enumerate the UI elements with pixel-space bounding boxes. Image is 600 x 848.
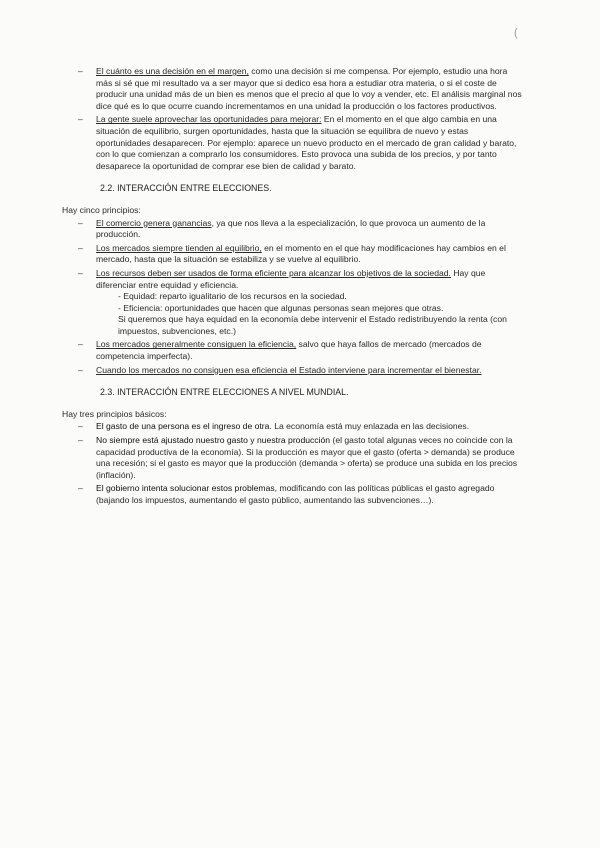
list-item-text [96, 421, 524, 433]
section-heading: 2.3. INTERACCIÓN ENTRE ELECCIONES A NIVEL MUNDIAL. [100, 387, 349, 398]
page-corner-mark: ( [514, 27, 518, 39]
list-item [62, 365, 524, 377]
item-body: como una decisión si me compensa. Por ejemplo, estudio una hora más si sé que mi resultado va a ser mayor que si dedico esa hora a estudiar otra materia, o si el coste de producir una unidad más de un bien es menos que el precio al que lo voy a vender, etc. El análisis marginal nos dice qué es lo que ocurre cuando incrementamos en una unidad la producción o los factores productivos. [96, 66, 522, 111]
list-item [62, 339, 524, 362]
list-item-text [96, 218, 524, 241]
list-item-text [96, 483, 524, 506]
item-body: ya que nos lleva a la especialización, lo que provoca un aumento de la producción. [96, 217, 486, 240]
list-dash: – [78, 267, 83, 278]
underlined-term: Los mercados siempre tienden al equilibrio, [96, 242, 262, 253]
document-page [62, 66, 524, 509]
underlined-term: Cuando los mercados no consiguen esa eficiencia el Estado interviene para incrementar el bienestar. [96, 364, 482, 375]
key-phrase: No siempre está ajustado nuestro gasto y nuestra producción [96, 435, 331, 446]
item-body: (el gasto total algunas veces no coincide con la capacidad productiva de la economía). Si la producción es mayor que el gasto (oferta > demanda) se produce una recesión; si el gasto es mayor que la producción (demanda > oferta) se produce una subida en los precios (inflación). [96, 435, 518, 480]
key-phrase: El gobierno intenta solucionar estos problemas, [96, 483, 278, 494]
list-item-text [96, 66, 524, 112]
list-item-text [96, 243, 524, 266]
item-body: en el momento en el que hay modificaciones hay cambios en el mercado, hasta que la situación se estabiliza y se vuelve al equilibrio. [96, 242, 506, 265]
underlined-term: La gente suele aprovechar las oportunidades para mejorar: [96, 114, 322, 125]
list-item-text [96, 339, 524, 362]
list-dash: – [78, 339, 83, 350]
list-item-text [96, 435, 524, 481]
list-item [62, 218, 524, 241]
sub-note: Si queremos que haya equidad en la economía debe intervenir el Estado redistribuyendo la renta (con impuestos, subvenciones, etc.) [118, 314, 507, 336]
sub-point-eficiencia: - Eficiencia: oportunidades que hacen que algunas personas sean mejores que otras. [118, 302, 444, 313]
list-dash: – [78, 435, 83, 446]
underlined-term: El comercio genera ganancias, [96, 217, 214, 228]
item-body: Hay que diferenciar entre equidad y eficiencia. [96, 267, 486, 290]
list-item [62, 243, 524, 266]
item-body: La economía está muy enlazada en las decisiones. [271, 421, 470, 432]
list-item [62, 114, 524, 172]
list-item [62, 435, 524, 481]
underlined-term: El cuánto es una decisión en el margen, [96, 66, 249, 76]
section-heading: 2.2. INTERACCIÓN ENTRE ELECCIONES. [100, 183, 272, 194]
underlined-term: Los recursos deben ser usados de forma eficiente para alcanzar los objetivos de la sociedad. [96, 267, 451, 278]
list-item [62, 66, 524, 112]
list-item [62, 483, 524, 506]
item-body: modificando con las políticas públicas el gasto agregado (bajando los impuestos, aumentando el gasto público, aumentando las subvenciones…). [96, 483, 495, 505]
sub-point-equidad: - Equidad: reparto igualitario de los recursos en la sociedad. [118, 291, 347, 302]
section-intro: Hay tres principios básicos: [62, 408, 167, 419]
item-body: En el momento en el que algo cambia en una situación de equilibrio, surgen oportunidades, hasta que la situación se equilibra de nuevo y estas oportunidades desaparecen. Por ejemplo: aparece un nuevo producto en el mercado de gran calidad y barato, con lo que comienzan a comprarlo los consumidores. Esto provoca una subida de los precios, y por tanto desaparece la oportunidad de comprar ese bien de calidad y barato. [96, 114, 517, 171]
list-item [62, 268, 524, 338]
list-dash: – [78, 421, 83, 432]
list-item [62, 421, 524, 433]
list-dash: – [78, 242, 83, 253]
list-item-text [96, 268, 524, 338]
section-intro: Hay cinco principios: [62, 204, 141, 215]
item-body: salvo que haya fallos de mercado (mercados de competencia imperfecta). [96, 339, 482, 362]
underlined-term: Los mercados generalmente consiguen la eficiencia, [96, 339, 297, 350]
list-dash: – [78, 66, 83, 76]
list-dash: – [78, 114, 83, 125]
key-phrase: El gasto de una persona es el ingreso de otra. [96, 421, 272, 432]
list-dash: – [78, 364, 83, 375]
list-dash: – [78, 217, 83, 228]
list-item-text [96, 365, 524, 377]
list-item-text [96, 114, 524, 172]
list-dash: – [78, 483, 83, 494]
